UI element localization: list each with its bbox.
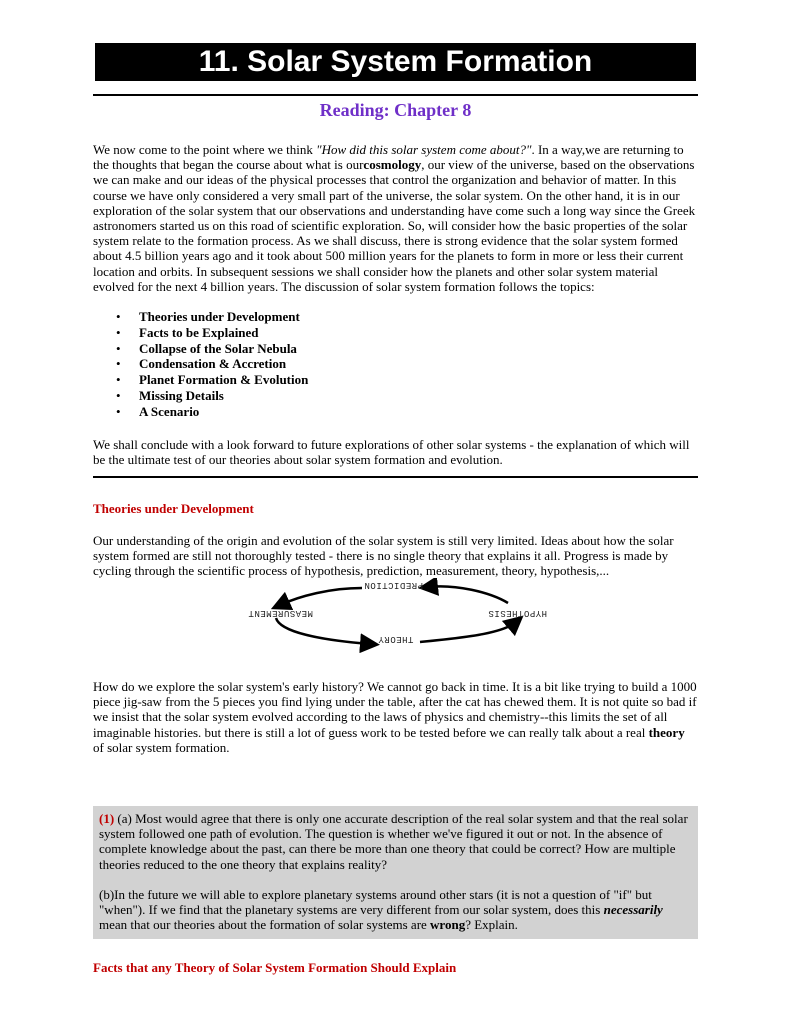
scientific-cycle-diagram xyxy=(240,578,550,654)
question-part-a xyxy=(99,811,693,872)
section-heading-facts: Facts that any Theory of Solar System Formation Should Explain xyxy=(93,960,457,975)
topic-item: • Missing Details xyxy=(93,388,308,404)
label-measurement: MEASUREMENT xyxy=(248,608,313,618)
divider xyxy=(93,94,698,96)
intro-text: . In a way,we are returning to the thoughts that began the course about what is our xyxy=(93,142,684,173)
topic-item: • Planet Formation & Evolution xyxy=(93,372,308,388)
reading-heading: Reading: Chapter 8 xyxy=(319,100,472,120)
question-text: mean that our theories about the formation of solar systems are xyxy=(99,917,431,933)
question-part-b xyxy=(99,887,693,933)
question-bold: wrong xyxy=(430,917,466,933)
theories-paragraph: Our understanding of the origin and evolution of the solar system is still very limited. Ideas about how the solar system formed are still not thoroughly tested - there is no single theory that explains it all. Progress is made by cycling through the scientific process of hypothesis, prediction, measurement, theory, hypothesis,... xyxy=(93,533,674,579)
conclusion-paragraph: We shall conclude with a look forward to future explorations of other solar systems - the explanation of which will be the ultimate test of our theories about solar system formation and evolution. xyxy=(93,437,690,468)
topic-item: • A Scenario xyxy=(93,404,308,420)
label-theory: THEORY xyxy=(378,634,414,644)
divider xyxy=(93,476,698,478)
intro-paragraph xyxy=(93,142,698,294)
question-number: (1) xyxy=(99,811,115,826)
question-text: ? Explain. xyxy=(465,917,518,933)
section-heading-theories: Theories under Development xyxy=(93,501,254,516)
intro-text: We now come to the point where we think xyxy=(93,142,317,157)
topic-item: • Theories under Development xyxy=(93,309,308,325)
arrow-theory-to-hypothesis xyxy=(420,622,516,642)
intro-bold: cosmology xyxy=(363,157,422,173)
explore-text: How do we explore the solar system's early history? We cannot go back in time. It is a bit like trying to build a 1000 piece jig-saw from the 5 pieces you find lying under the table, after the cat has chewed them. It is not quite so bad if we insist that the solar system evolved according to the laws of physics and chemistry--this limits the set of all imaginable histories. but there is still a lot of guess work to be tested before we can really talk about a real xyxy=(93,679,697,740)
explore-paragraph xyxy=(93,679,698,755)
topic-item: • Condensation & Accretion xyxy=(93,356,308,372)
question-text: (b)In the future we will able to explore planetary systems around other stars (it is not a question of "if" but "when"). If we find that the planetary systems are very different from our solar system, does this xyxy=(99,886,652,918)
page-title: 11. Solar System Formation xyxy=(95,43,696,81)
question-box xyxy=(93,806,698,939)
topic-list xyxy=(93,309,308,420)
arrow-prediction-to-measurement xyxy=(280,588,362,605)
topic-item: • Facts to be Explained xyxy=(93,325,308,341)
explore-text: of solar system formation. xyxy=(93,739,230,755)
question-text: (a) Most would agree that there is only one accurate description of the real solar system and that the real solar system followed one path of evolution. The question is whether we've figured it out or not. In the absence of complete knowledge about the past, can there be more than one theory that could be correct? How are multiple theories reduced to the one theory that explains reality? xyxy=(99,811,688,872)
arrow-hypothesis-to-prediction xyxy=(428,586,508,603)
intro-text: , our view of the universe, based on the observations we can make and our ideas of the physical processes that control the organization and behavior of matter. In this course we have only considered a very small part of the universe, the solar system. On the other hand, it is in our exploration of the solar system that our observations and understanding have come such a long way since the Greek astronomers started us on this road of scientific exploration. So, will consider how the basic properties of the solar system relate to the formation process. As we shall discuss, there is strong evidence that the solar system formed about 4.5 billion years ago and it took about 500 million years for the planets to form in more or less their current location and orbits. In subsequent sessions we shall consider how the planets and other solar system material evolved for the next 4 billion years. The discussion of solar system formation follows the topics: xyxy=(93,157,696,294)
label-prediction: PREDICTION xyxy=(364,580,424,590)
topic-item: • Collapse of the Solar Nebula xyxy=(93,341,308,357)
question-emphasis: necessarily xyxy=(603,902,663,918)
intro-quote: "How did this solar system come about?" xyxy=(316,142,532,157)
arrow-measurement-to-theory xyxy=(276,618,370,644)
explore-bold: theory xyxy=(648,724,685,740)
label-hypothesis: HYPOTHESIS xyxy=(488,608,548,618)
